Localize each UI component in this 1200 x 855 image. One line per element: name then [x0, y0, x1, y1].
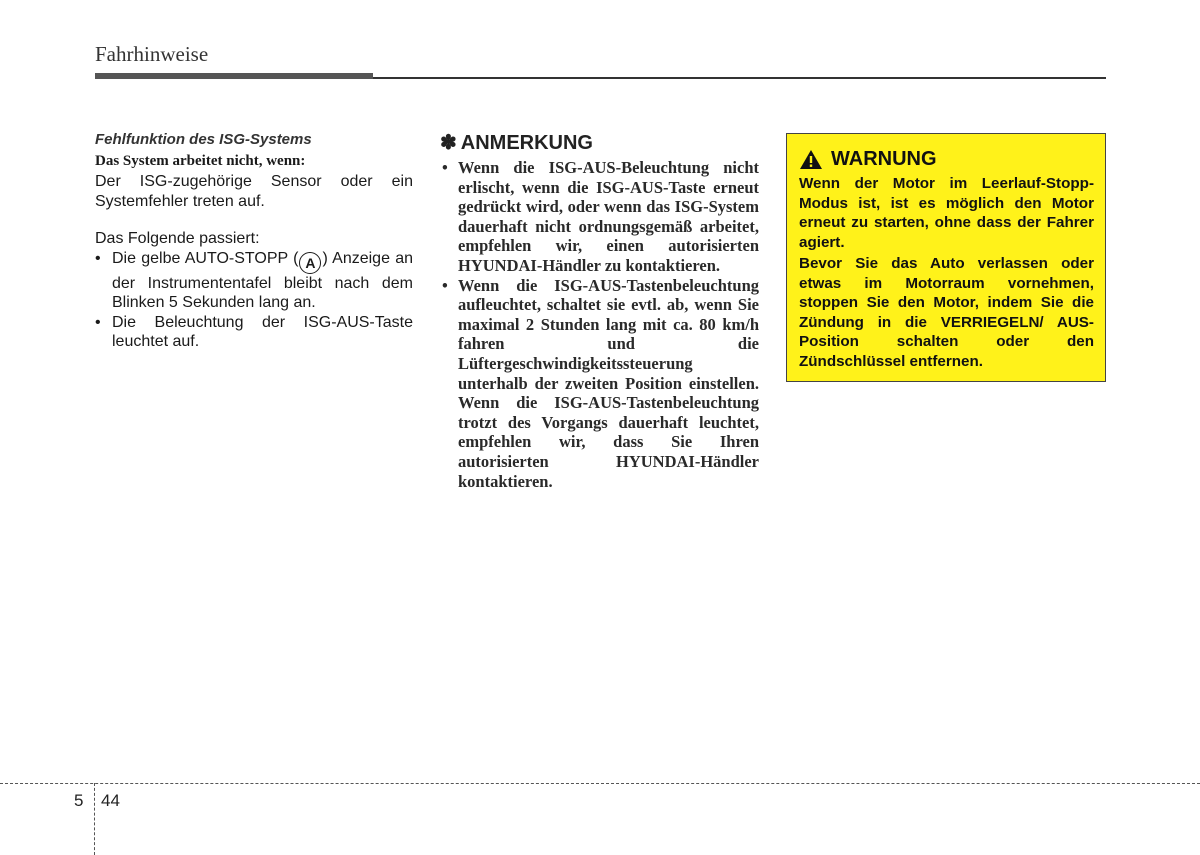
footer-vertical-divider — [94, 783, 95, 855]
malfunction-section — [95, 131, 413, 352]
warning-heading — [799, 148, 1094, 171]
condition-heading: Das System arbeitet nicht, wenn: — [95, 153, 306, 169]
header-rule-thin — [373, 77, 1106, 79]
list-item: • Die Beleuchtung der ISG-AUS-Taste leuchtet auf. — [95, 313, 413, 352]
page-header-title: Fahrhinweise — [95, 42, 209, 66]
header-rule-thick — [95, 73, 373, 79]
warning-box — [786, 133, 1106, 382]
list-item: • Wenn die ISG-AUS-Tastenbeleuchtung aufleuchtet, schaltet sie evtl. ab, wenn Sie maximal 2 Stunden lang mit ca. 80 km/h fahren und die Lüftergeschwindigkeitssteuerung unterhalb der zweiten Position einstellen. Wenn die ISG-AUS-Tastenbeleuchtung trotzt des Vorgangs dauerhaft leuchtet, empfehlen wir, dass Sie Ihren autorisierten HYUNDAI-Händler kontaktieren. — [440, 276, 759, 492]
auto-stop-icon: A — [299, 252, 321, 274]
bullet-text-end: ) Anzeige an der Instrumententafel bleibt nach dem Blinken 5 Sekunden lang an. — [112, 249, 414, 311]
consequence-heading: Das Folgende passiert: — [95, 230, 260, 247]
footer-divider — [0, 783, 1200, 784]
list-item — [95, 249, 413, 313]
list-item: • Wenn die ISG-AUS-Beleuchtung nicht erlischt, wenn die ISG-AUS-Taste erneut gedrückt wird, oder wenn das ISG-System dauerhaft nicht ordnungsgemäß arbeitet, empfehlen wir, einen autorisierten HYUNDAI-Händler zu kontaktieren. — [440, 158, 759, 276]
note-section — [440, 130, 759, 491]
asterisk-icon: ✽ — [440, 132, 457, 154]
note-heading — [440, 130, 759, 155]
condition-text: Der ISG-zugehörige Sensor oder ein Systemfehler treten auf. — [95, 173, 413, 210]
page-number: 44 — [101, 791, 120, 810]
consequence-list — [95, 249, 413, 352]
warning-paragraph: Bevor Sie das Auto verlassen oder etwas im Motorraum vornehmen, stoppen Sie den Motor, indem Sie die Zündung in die VERRIEGELN/ AUS-Position schalten oder den Zündschlüssel entfernen. — [799, 255, 1094, 370]
warning-triangle-icon — [799, 149, 823, 170]
section-title: Fehlfunktion des ISG-Systems — [95, 131, 312, 148]
warning-heading-label: WARNUNG — [831, 148, 937, 170]
bullet-text-start: Die gelbe AUTO-STOPP ( — [112, 249, 299, 267]
chapter-number: 5 — [74, 791, 84, 810]
warning-paragraph: Wenn der Motor im Leerlauf-Stopp-Modus ist, ist es möglich den Motor erneut zu starten, ohne dass der Fahrer agiert. — [799, 175, 1094, 251]
note-list — [440, 158, 759, 491]
note-heading-label: ANMERKUNG — [460, 132, 593, 154]
